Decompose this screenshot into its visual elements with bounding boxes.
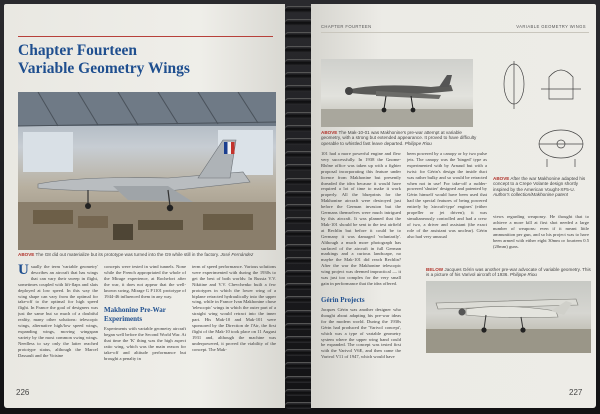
column-2b-text: Experiments with variable geometry aircraft began well before the Second World War. At that time the 'K' thing was the high aspect ratio wing, which was the main reason for take-off and altitude performance but brought a penalty in [104,326,186,361]
hangar-photo [18,92,276,250]
spiral-coil [285,151,313,158]
spiral-coil [285,125,313,132]
photo2-caption-text: Jacques Gérin was another pre-war advocate of variable geometry. This is a picture of his Varivol aircraft of 1936. [426,267,591,278]
hangar-illustration [18,92,276,250]
column-2-text: concepts were tested in wind tunnels. None while the French appropriated the whole of the Mirage experience, at Rochefort after the war, it does not appear that the well-known swing, Mirage G F1101 prototype of 1944-46 influenced them in any way. [104,264,186,299]
spiral-coil [285,164,313,171]
spiral-coil [285,389,313,396]
header-rule [321,32,589,33]
spiral-coil [285,244,313,251]
caption-text: The G8 did out materialize but its prototype was turned into the G9 while still in the factory. [35,252,220,257]
right-page [311,4,596,408]
right-column-2 [407,151,487,269]
spiral-coil [285,32,313,39]
spiral-coil [285,59,313,66]
patent-drawing-illustration [489,49,589,174]
spiral-coil [285,310,313,317]
chapter-rule [18,36,273,37]
chapter-heading [18,42,248,78]
caption-credit: José Fernández [220,252,254,257]
spiral-coil [285,402,313,409]
spiral-coil [285,191,313,198]
column-1-text: sually the term 'variable geometry' describes an aircraft that has wings that can vary their sweep in flight, sometimes coupled with lift-flaps and slats deployed at low speed. In this way the wing shape can vary from the optimal for take-off to the optimal for high speed flight. In France the goal of designers was just the same but so much of a doubtful reality, many other solutions: telescopic wings, alternative high/low speed wings, expanding wings, moving wingspan variety by the most common swing wings. Needless to say only the latter reached prototype status, although the Marcel Dassault and the Voisine [18,264,98,358]
spiral-coil [285,98,313,105]
chapter-title: Variable Geometry Wings [18,60,190,77]
body-column-2b [104,326,186,382]
running-head-right: VARIABLE GEOMETRY WINGS [516,24,586,29]
gerin-heading: Gérin Projects [321,296,365,304]
right-column-2-text: been powered by a canopy or by two pulse jets. The canopy was the 'hinged' type as experimented with by Arnaud but with a twist: for Gérin's design the inside duct was rather bulky and so would be retracted when not in use! For take-off a rudder-powered 'shutter' designed and patented by Gérin himself would have been used that had the special features of being powered entirely by 'aircraft-type' engines' (either propeller or jet driven); it was simultaneously controlled and had a crew of two, a driver and assistant (the exact role of the assistant was unclear). Gérin also had very unusual [407,151,487,239]
body-column-2a [104,264,186,302]
left-page [4,4,285,408]
spiral-coil [285,178,313,185]
spiral-coil [285,323,313,330]
photo-caption [18,252,276,257]
photo1-caption [321,130,481,146]
spiral-coil [285,204,313,211]
body-column-1 [18,264,98,382]
photo2-caption-label: BELOW [426,267,444,272]
photo1-caption-credit: Philippe Riou [404,140,432,146]
right-column-1b-text: Jacques Gérin was another designer who thought about adapting his pre-war ideas for the modern world. During the 1930s Gérin had produced the 'Varivol concept', which was a type of variable geometry system where the upper wing band could be expanded. The concept was tested first with the Varivol V6E, and then came the Varivol V11 of 1947, which would have [321,307,401,360]
drawing-caption [493,176,589,198]
varivol-photo [426,281,591,353]
running-head-left: CHAPTER FOURTEEN [321,24,372,29]
photo2-caption-credit: Philippe Riou [509,272,537,278]
spiral-coil [285,336,313,343]
page-number-left: 226 [16,388,30,397]
spiral-coil [285,296,313,303]
mak-10-photo [321,59,473,127]
drawing-caption-text: After the war Makhonine adapted his concept to a Crepe Volante design shortly inspired by the American Vought-XF5-U. [493,176,586,192]
right-column-3-text: views regarding weaponry. He thought that to achieve a more kill at first shot needed a large number of weapons: even if it meant little ammunition per gun, and so his project was to have been armed with either eight 30mm or fourteen 0.5 (20mm) guns. [493,214,589,249]
right-column-3 [493,214,589,254]
spiral-coil [285,19,313,26]
right-column-1-text: 101 had a more powerful engine and flew very successfully. In 1938 the Gnome-Rhône office was taken up with a fighter proposal incorporating this feature under licence from Makhonine but presently threaded the idea because it would have required a lot of time to make it work properly. All the blueprints for the Makhonine aircraft were destroyed just before the German invasion but the Germans themselves were much intrigued by this aircraft. It was planned that the Mak-101 should be sent to the test airfield at Rechlin but before it could be to Germany it was damaged 'voluntarily'. Although a much more photograph has surfaced of the aircraft in full German markings and a curious landscape, no maybe the Mak-101 did reach Rechlin? After the war the Makhonine telescopic wing project was deemed impractical — it was just too complex for the very small gain in performance that the idea offered. [321,151,401,286]
spiral-coil [285,138,313,145]
right-column-1 [321,151,401,293]
spiral-coil [285,46,313,53]
photo1-caption-text: The Mak-10-01 was Makhonine's pre-war attempt at variable geometry, with a strong but extended appearance. It proved to have difficulty operable to whistled fast leave departed. [321,130,477,146]
page-number-right: 227 [569,388,583,397]
chapter-number: Chapter Fourteen [18,42,137,59]
spiral-coil [285,257,313,264]
drop-cap: U [18,264,29,278]
column-3-text: term of speed performance. Various solutions were experimented with during the 1930s to get the best of both worlds: In Russia V.V. Nikitine and V.V. Chevchenko built a few prototypes in which the lower wing of a biplane retracted hydraulically into the upper wing, while in France Ivan Makhonine chose 'telescopic' wings in which the outer part of a straight wing would retract into the inner part. His Mak-10 and Mak-101 were sponsored by the Direction de l'Air, the first flight of the Mak-10 took place on 11 August 1931 and, although the machine was underpowered, it proved the viability of the concept. The Mak- [192,264,276,352]
photo2-caption [426,267,591,278]
photo1-caption-label: ABOVE [321,130,338,135]
caption-label: ABOVE [18,252,35,257]
patent-drawing [489,49,589,174]
drawing-caption-label: ABOVE [493,176,510,181]
right-column-1b [321,307,401,387]
spiral-coil [285,349,313,356]
spiral-coil [285,283,313,290]
drawing-caption-credit: Author's collection/Makhonine patent [493,192,568,198]
spiral-coil [285,112,313,119]
spiral-coil [285,362,313,369]
aircraft-mak-10-illustration [321,59,473,127]
spiral-coil [285,85,313,92]
spiral-coil [285,217,313,224]
spiral-coil [285,376,313,383]
spiral-coil [285,270,313,277]
spiral-coil [285,72,313,79]
spiral-coil [285,230,313,237]
spiral-coil [285,6,313,13]
varivol-aircraft-illustration [426,281,591,353]
section-heading: Makhonine Pre-War Experiments [104,306,166,323]
body-column-3 [192,264,276,382]
